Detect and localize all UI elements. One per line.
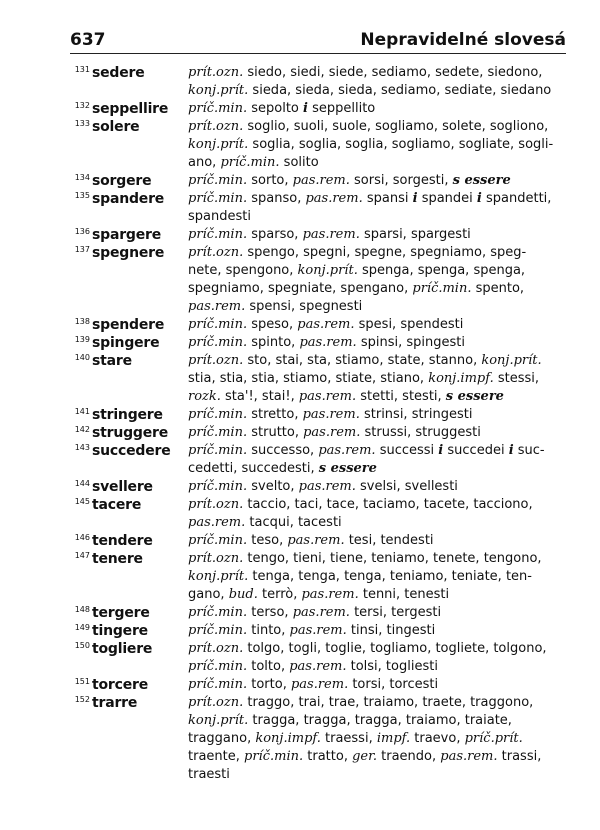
form-text: gano, — [188, 587, 229, 602]
conjugation-line — [188, 298, 566, 316]
conjugation-text — [188, 424, 566, 442]
entry-head — [70, 478, 188, 496]
entry-head — [70, 100, 188, 118]
form-text: successi — [375, 443, 439, 458]
verb-headword: spargere — [92, 227, 162, 243]
form-text: traente, — [188, 749, 245, 764]
entry-head — [70, 550, 188, 568]
conjugation-line — [188, 388, 566, 406]
verb-entry — [70, 172, 566, 190]
entry-head — [70, 496, 188, 514]
entry-number: 150 — [74, 641, 90, 650]
form-text: traevo, — [410, 731, 465, 746]
form-text: soglio, suoli, suole, sogliamo, solete, sogliono, — [243, 119, 549, 134]
conjugation-line — [188, 316, 566, 334]
verb-headword: stringere — [92, 407, 163, 423]
form-text: trassi, — [497, 749, 542, 764]
conjugation-line — [188, 424, 566, 442]
entry-number: 142 — [74, 425, 90, 434]
form-text: siedo, siedi, siede, sediamo, sedete, siedono, — [243, 65, 543, 80]
conjugation-text — [188, 532, 566, 550]
verb-entry — [70, 334, 566, 352]
form-text: terrò, — [257, 587, 302, 602]
conjugation-line — [188, 82, 566, 100]
grammar-label: príč.min. — [188, 443, 248, 458]
grammar-label: konj.impf. — [255, 731, 321, 746]
conjugation-line — [188, 460, 566, 478]
conjugation-text — [188, 496, 566, 532]
form-text: stretto, — [247, 407, 303, 422]
entry-head — [70, 244, 188, 262]
conjugation-line — [188, 478, 566, 496]
conjugation-line — [188, 262, 566, 280]
conjugation-text — [188, 622, 566, 640]
form-text: sorto, — [247, 173, 293, 188]
verb-headword: spegnere — [92, 245, 165, 261]
conjugation-line — [188, 658, 566, 676]
conjugation-text — [188, 316, 566, 334]
conjugation-text — [188, 676, 566, 694]
verb-headword: svellere — [92, 479, 153, 495]
form-text: spegniamo, spegniate, spengano, — [188, 281, 413, 296]
form-text: cedetti, succedesti, — [188, 461, 319, 476]
conjugation-text — [188, 406, 566, 424]
grammar-label: pas.rem. — [289, 623, 347, 638]
form-text: traggo, trai, trae, traiamo, traete, traggono, — [243, 695, 534, 710]
grammar-note: i — [508, 443, 514, 458]
conjugation-line — [188, 244, 566, 262]
conjugation-line — [188, 370, 566, 388]
page-number: 637 — [70, 30, 106, 50]
form-text: spansi — [362, 191, 413, 206]
form-text: spanso, — [247, 191, 306, 206]
entry-number: 131 — [74, 65, 90, 74]
grammar-label: prít.ozn. — [188, 695, 244, 710]
conjugation-line — [188, 280, 566, 298]
verb-entry — [70, 64, 566, 100]
form-text: tinsi, tingesti — [346, 623, 436, 638]
entry-number: 151 — [74, 677, 90, 686]
grammar-label: konj.prít. — [297, 263, 358, 278]
conjugation-text — [188, 604, 566, 622]
entry-head — [70, 604, 188, 622]
grammar-label: príč.min. — [188, 605, 248, 620]
form-text: stetti, stesti, — [356, 389, 446, 404]
form-text: sto, stai, sta, stiamo, state, stanno, — [243, 353, 482, 368]
form-text: spandei — [417, 191, 477, 206]
conjugation-line — [188, 586, 566, 604]
verb-headword: tacere — [92, 497, 142, 513]
conjugation-line — [188, 766, 566, 784]
form-text: traggano, — [188, 731, 256, 746]
grammar-label: pas.rem. — [292, 605, 350, 620]
entry-head — [70, 406, 188, 424]
form-text: spinto, — [247, 335, 300, 350]
verb-entry — [70, 676, 566, 694]
entry-number: 140 — [74, 353, 90, 362]
entry-head — [70, 64, 188, 82]
form-text: tratto, — [303, 749, 353, 764]
form-text: spento, — [471, 281, 525, 296]
page-header — [70, 30, 566, 54]
verb-headword: struggere — [92, 425, 169, 441]
form-text: strutto, — [247, 425, 304, 440]
conjugation-text — [188, 694, 566, 784]
verb-entry — [70, 316, 566, 334]
verb-headword: spingere — [92, 335, 160, 351]
grammar-label: konj.prít. — [481, 353, 542, 368]
verb-entry — [70, 118, 566, 172]
form-text: strinsi, stringesti — [359, 407, 473, 422]
conjugation-text — [188, 352, 566, 406]
grammar-label: pas.rem. — [292, 173, 350, 188]
form-text: spandesti — [188, 209, 251, 224]
form-text: tacqui, tacesti — [245, 515, 342, 530]
entry-head — [70, 118, 188, 136]
grammar-label: konj.prít. — [188, 569, 249, 584]
conjugation-text — [188, 118, 566, 172]
verb-headword: stare — [92, 353, 132, 369]
grammar-label: príč.min. — [188, 533, 248, 548]
form-text: solito — [279, 155, 319, 170]
verb-entry — [70, 352, 566, 406]
grammar-label: prít.ozn. — [188, 551, 244, 566]
verb-headword: tenere — [92, 551, 143, 567]
conjugation-line — [188, 532, 566, 550]
conjugation-line — [188, 172, 566, 190]
form-text: spenga, spenga, spenga, — [357, 263, 526, 278]
conjugation-line — [188, 226, 566, 244]
grammar-label: príč.min. — [244, 749, 304, 764]
form-text: sta'!, stai!, — [220, 389, 299, 404]
form-text: sparsi, spargesti — [359, 227, 471, 242]
grammar-label: impf. — [376, 731, 411, 746]
verb-headword: spandere — [92, 191, 165, 207]
entry-head — [70, 424, 188, 442]
form-text: svelsi, svellesti — [355, 479, 458, 494]
form-text: torto, — [247, 677, 291, 692]
form-text: stia, stia, stia, stiamo, stiate, stiano, — [188, 371, 429, 386]
form-text: ano, — [188, 155, 221, 170]
conjugation-line — [188, 514, 566, 532]
form-text: sepolto — [247, 101, 304, 116]
entry-number: 145 — [74, 497, 90, 506]
grammar-label: príč.min. — [188, 317, 248, 332]
verb-entry — [70, 622, 566, 640]
conjugation-line — [188, 406, 566, 424]
form-text: sparso, — [247, 227, 303, 242]
entry-number: 135 — [74, 191, 90, 200]
conjugation-line — [188, 442, 566, 460]
conjugation-line — [188, 712, 566, 730]
form-text: tersi, tergesti — [349, 605, 442, 620]
grammar-label: konj.prít. — [188, 713, 249, 728]
entry-head — [70, 352, 188, 370]
form-text: traendo, — [377, 749, 441, 764]
conjugation-line — [188, 676, 566, 694]
dictionary-page — [70, 30, 566, 784]
grammar-label: prít.ozn. — [188, 65, 244, 80]
form-text: tolgo, togli, toglie, togliamo, togliete, tolgono, — [243, 641, 547, 656]
form-text: strussi, struggesti — [360, 425, 481, 440]
form-text: nete, spengono, — [188, 263, 298, 278]
verb-entry — [70, 496, 566, 532]
grammar-label: príč.min. — [188, 425, 248, 440]
page-title: Nepravidelné slovesá — [360, 30, 566, 50]
entry-head — [70, 334, 188, 352]
grammar-label: pas.rem. — [302, 407, 360, 422]
grammar-label: príč.min. — [412, 281, 472, 296]
form-text: tragga, tragga, tragga, traiamo, traiate, — [248, 713, 512, 728]
entry-number: 138 — [74, 317, 90, 326]
verb-headword: tergere — [92, 605, 150, 621]
grammar-label: pas.rem. — [302, 227, 360, 242]
conjugation-line — [188, 550, 566, 568]
grammar-label: príč.min. — [188, 335, 248, 350]
conjugation-line — [188, 730, 566, 748]
verb-headword: seppellire — [92, 101, 169, 117]
grammar-label: prít.ozn. — [188, 641, 244, 656]
entry-number: 148 — [74, 605, 90, 614]
entry-number: 132 — [74, 101, 90, 110]
grammar-label: bud. — [228, 587, 258, 602]
verb-entry — [70, 532, 566, 550]
grammar-label: pas.rem. — [188, 299, 246, 314]
grammar-label: prít.ozn. — [188, 353, 244, 368]
entry-number: 139 — [74, 335, 90, 344]
conjugation-line — [188, 496, 566, 514]
entry-number: 143 — [74, 443, 90, 452]
grammar-label: pas.rem. — [289, 659, 347, 674]
form-text: tesi, tendesti — [344, 533, 434, 548]
grammar-label: príč.min. — [188, 101, 248, 116]
grammar-label: príč.min. — [188, 659, 248, 674]
verb-entry — [70, 406, 566, 424]
conjugation-line — [188, 64, 566, 82]
conjugation-text — [188, 64, 566, 100]
conjugation-line — [188, 334, 566, 352]
entry-head — [70, 640, 188, 658]
grammar-note: i — [303, 101, 308, 116]
conjugation-line — [188, 154, 566, 172]
conjugation-text — [188, 190, 566, 226]
conjugation-text — [188, 172, 566, 190]
entry-number: 137 — [74, 245, 90, 254]
conjugation-line — [188, 568, 566, 586]
verb-entry — [70, 478, 566, 496]
verb-entry — [70, 100, 566, 118]
conjugation-line — [188, 352, 566, 370]
grammar-label: ger. — [352, 749, 378, 764]
entry-number: 152 — [74, 695, 90, 704]
conjugation-line — [188, 640, 566, 658]
grammar-label: príč.min. — [188, 407, 248, 422]
entry-head — [70, 622, 188, 640]
form-text: sorsi, sorgesti, — [349, 173, 453, 188]
grammar-label: prít.ozn. — [188, 119, 244, 134]
conjugation-line — [188, 190, 566, 208]
verb-entry — [70, 190, 566, 226]
grammar-label: príč.min. — [188, 227, 248, 242]
form-text: tolsi, togliesti — [346, 659, 438, 674]
entry-head — [70, 442, 188, 460]
entry-head — [70, 172, 188, 190]
grammar-label: pas.rem. — [298, 389, 357, 404]
grammar-label: príč.min. — [220, 155, 280, 170]
form-text: spensi, spegnesti — [245, 299, 363, 314]
entry-head — [70, 226, 188, 244]
grammar-label: pas.rem. — [301, 587, 359, 602]
conjugation-line — [188, 748, 566, 766]
grammar-label: príč.min. — [188, 623, 248, 638]
entry-number: 136 — [74, 227, 90, 236]
verb-entry — [70, 244, 566, 316]
conjugation-line — [188, 208, 566, 226]
form-text: tengo, tieni, tiene, teniamo, tenete, tengono, — [243, 551, 542, 566]
grammar-label: príč.min. — [188, 173, 248, 188]
grammar-label: príč.min. — [188, 677, 248, 692]
form-text: spengo, spegni, spegne, spegniamo, speg- — [243, 245, 527, 260]
grammar-note: s essere — [318, 461, 377, 476]
grammar-label: pas.rem. — [287, 533, 345, 548]
form-text: tinto, — [247, 623, 290, 638]
grammar-label: príč.min. — [188, 479, 248, 494]
form-text: svelto, — [247, 479, 299, 494]
grammar-label: pas.rem. — [303, 425, 361, 440]
grammar-label: pas.rem. — [297, 317, 355, 332]
grammar-label: pas.rem. — [305, 191, 363, 206]
entry-head — [70, 190, 188, 208]
form-text: tenni, tenesti — [358, 587, 450, 602]
verb-headword: togliere — [92, 641, 153, 657]
form-text: spandetti, — [481, 191, 552, 206]
verb-entry — [70, 694, 566, 784]
verb-headword: sedere — [92, 65, 145, 81]
form-text: speso, — [247, 317, 298, 332]
verb-entry — [70, 640, 566, 676]
form-text: tolto, — [247, 659, 290, 674]
grammar-note: i — [412, 191, 418, 206]
entry-head — [70, 676, 188, 694]
grammar-label: príč.prít. — [464, 731, 523, 746]
grammar-note: s essere — [452, 173, 511, 188]
conjugation-text — [188, 244, 566, 316]
verb-headword: sorgere — [92, 173, 152, 189]
verb-headword: spendere — [92, 317, 165, 333]
entry-number: 141 — [74, 407, 90, 416]
form-text: succedei — [443, 443, 509, 458]
form-text: teso, — [247, 533, 288, 548]
verb-entry — [70, 550, 566, 604]
entry-number: 134 — [74, 173, 90, 182]
verb-headword: solere — [92, 119, 140, 135]
form-text: traesti — [188, 767, 230, 782]
grammar-note: s essere — [445, 389, 504, 404]
entry-head — [70, 694, 188, 712]
verb-entry — [70, 424, 566, 442]
verb-entry — [70, 226, 566, 244]
grammar-label: pas.rem. — [318, 443, 376, 458]
conjugation-line — [188, 694, 566, 712]
form-text: successo, — [247, 443, 319, 458]
form-text: spinsi, spingesti — [356, 335, 465, 350]
grammar-label: prít.ozn. — [188, 497, 244, 512]
grammar-label: pas.rem. — [290, 677, 349, 692]
conjugation-text — [188, 226, 566, 244]
conjugation-text — [188, 100, 566, 118]
conjugation-text — [188, 550, 566, 604]
conjugation-line — [188, 136, 566, 154]
grammar-label: príč.min. — [188, 191, 248, 206]
conjugation-line — [188, 604, 566, 622]
grammar-label: pas.rem. — [188, 515, 246, 530]
grammar-label: prít.ozn. — [188, 245, 244, 260]
grammar-label: konj.prít. — [188, 137, 249, 152]
conjugation-text — [188, 334, 566, 352]
conjugation-line — [188, 622, 566, 640]
form-text: taccio, taci, tace, taciamo, tacete, tacciono, — [243, 497, 533, 512]
verb-headword: tendere — [92, 533, 153, 549]
grammar-label: pas.rem. — [440, 749, 498, 764]
verb-entry — [70, 604, 566, 622]
conjugation-line — [188, 118, 566, 136]
grammar-note: i — [476, 191, 482, 206]
form-text: suc- — [513, 443, 545, 458]
conjugation-line — [188, 100, 566, 118]
form-text: spesi, spendesti — [354, 317, 464, 332]
verb-entry-list — [70, 64, 566, 784]
entry-number: 149 — [74, 623, 90, 632]
form-text: seppellito — [307, 101, 376, 116]
form-text: stessi, — [493, 371, 540, 386]
entry-head — [70, 316, 188, 334]
grammar-label: rozk. — [188, 389, 221, 404]
verb-headword: trarre — [92, 695, 138, 711]
verb-headword: succedere — [92, 443, 171, 459]
verb-headword: tingere — [92, 623, 148, 639]
form-text: terso, — [247, 605, 293, 620]
verb-headword: torcere — [92, 677, 149, 693]
grammar-label: pas.rem. — [298, 479, 356, 494]
conjugation-text — [188, 640, 566, 676]
form-text: torsi, torcesti — [348, 677, 439, 692]
entry-number: 146 — [74, 533, 90, 542]
grammar-note: i — [438, 443, 444, 458]
conjugation-text — [188, 442, 566, 478]
conjugation-text — [188, 478, 566, 496]
entry-number: 133 — [74, 119, 90, 128]
grammar-label: konj.impf. — [428, 371, 494, 386]
entry-head — [70, 532, 188, 550]
form-text: tenga, tenga, tenga, teniamo, teniate, ten- — [248, 569, 532, 584]
form-text: traessi, — [320, 731, 377, 746]
grammar-label: pas.rem. — [299, 335, 357, 350]
verb-entry — [70, 442, 566, 478]
form-text: soglia, soglia, soglia, sogliamo, sogliate, sogli- — [248, 137, 554, 152]
form-text: sieda, sieda, sieda, sediamo, sediate, siedano — [248, 83, 552, 98]
grammar-label: konj.prít. — [188, 83, 249, 98]
entry-number: 144 — [74, 479, 90, 488]
entry-number: 147 — [74, 551, 90, 560]
